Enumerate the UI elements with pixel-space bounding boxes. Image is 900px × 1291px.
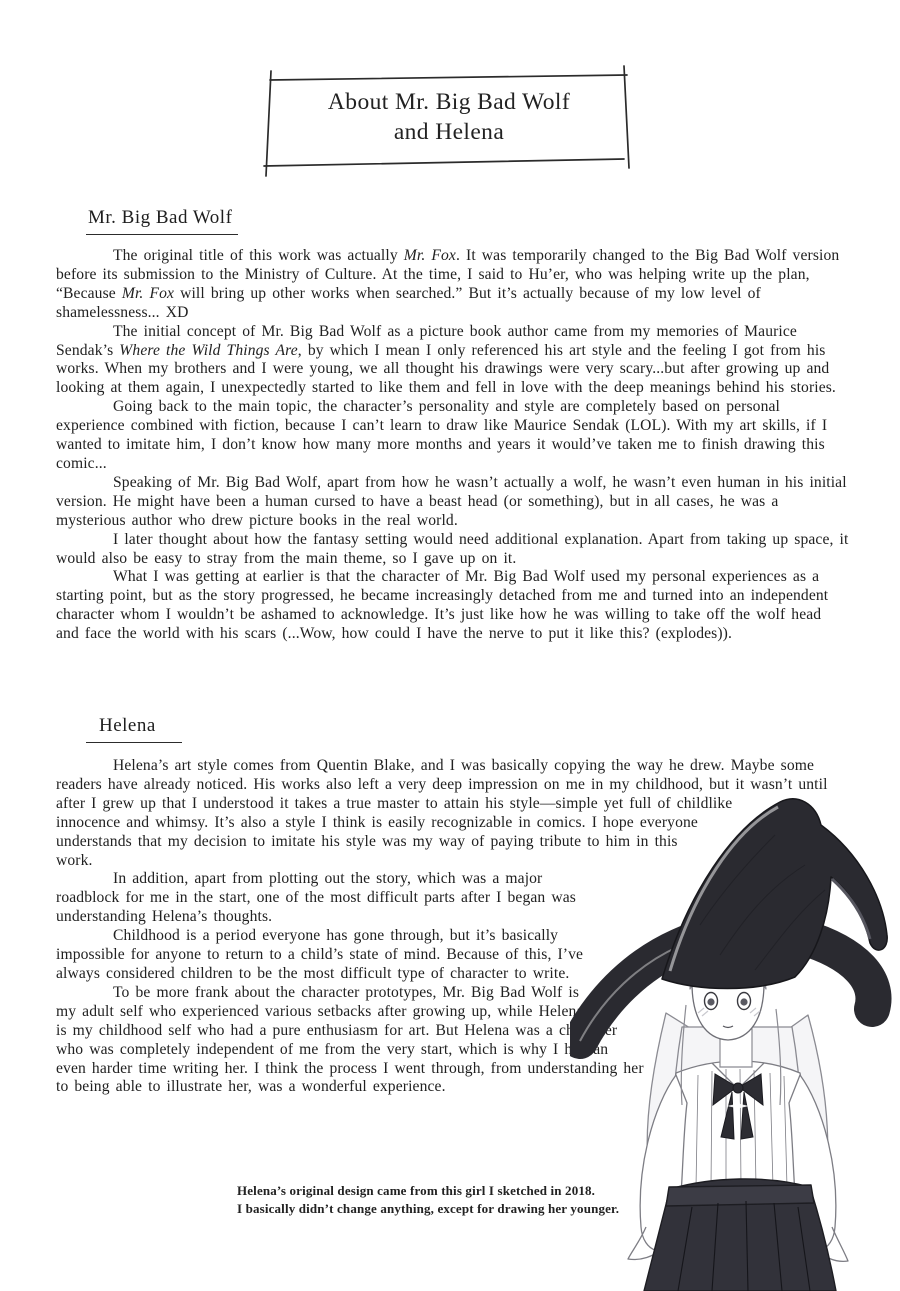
- paragraph: Going back to the main topic, the character’s personality and style are completely based on personal experience combined with fiction, because I can’t learn to draw like Maurice Sendak (LOL). With my art skills, if I wanted to imitate him, I don’t know how many more months and years it would’ve taken me to finish drawing this comic...: [56, 398, 828, 472]
- paragraph: Childhood is a period everyone has gone through, but it’s basically impossible for anyone to return to a child’s state of mind. Because of this, I’ve always considered children to be the most difficult type of character to write.: [56, 927, 584, 982]
- section-body-mr-big-bad-wolf: [56, 247, 849, 644]
- page-title: [256, 87, 642, 147]
- page-title-line2: and Helena: [393, 119, 505, 145]
- girl-skirt: [644, 1179, 836, 1291]
- paragraph: What I was getting at earlier is that the character of Mr. Big Bad Wolf used my personal experiences as a starting point, but as the story progressed, he became increasingly detached from me and turned into an independent character whom I wouldn’t be ashamed to acknowledge. It’s just like how he was willing to take off the wolf head and face the world with his scars (...Wow, how could I have the nerve to put it like this? (explodes)).: [56, 568, 829, 643]
- paragraph: The original title of this work was actually Mr. Fox. It was temporarily changed to the Big Bad Wolf version before its submission to the Ministry of Culture. At the time, I said to Hu’er, who was helping write up the plan, “Because Mr. Fox will bring up other works when searched.” But it’s actually because of my low level of shamelessness... XD: [56, 247, 840, 321]
- caption-line2: I basically didn’t change anything, except for drawing her younger.: [237, 1200, 620, 1216]
- title-box: [256, 60, 642, 178]
- section-heading-helena: Helena: [86, 715, 182, 743]
- paragraph: The initial concept of Mr. Big Bad Wolf as a picture book author came from my memories of Maurice Sendak’s Where the Wild Things Are, by which I mean I only referenced his art style and the feeling I got from his works. When my brothers and I were young, we all thought his drawings were very scary...but after growing up and looking at them again, I unexpectedly started to like them and fell in love with the deep meanings behind his stories.: [56, 322, 836, 397]
- witch-girl-illustration: [570, 775, 900, 1291]
- paragraph: In addition, apart from plotting out the story, which was a major roadblock for me in the start, one of the most difficult parts after I began was understanding Helena’s thoughts.: [56, 870, 576, 926]
- section-heading-mr-big-bad-wolf: Mr. Big Bad Wolf: [86, 207, 238, 235]
- paragraph: I later thought about how the fantasy setting would need additional explanation. Apart from taking up space, it would also be easy to stray from the main theme, so I gave up on it.: [56, 530, 849, 567]
- page-title-line1: About Mr. Big Bad Wolf: [327, 89, 571, 115]
- paragraph: To be more frank about the character prototypes, Mr. Big Bad Wolf is my adult self who experienced various setbacks after growing up, while Helena is my childhood self who had a pure enthusiasm for art. But Helena was a character who was completely independent of me from the very start, which is why I had an even harder time writing her. I think the process I went through, from understanding her to being able to illustrate her, was a wonderful experience.: [56, 983, 644, 1096]
- illustration-caption: [237, 1182, 619, 1217]
- paragraph: Speaking of Mr. Big Bad Wolf, apart from how he wasn’t actually a wolf, he wasn’t even human in his initial version. He might have been a human cursed to have a beast head (or something), but in all cases, he was a mysterious author who drew picture books in the real world.: [56, 473, 847, 529]
- paragraph: Helena’s art style comes from Quentin Blake, and I was basically copying the way he drew. Maybe some readers have already noticed. His works also left a very deep impression on me in my childhood, but it wasn’t until after I grew up that I understood it takes a true master to attain his style—simple yet full of childlike innocence and whimsy. It’s also a style I think is easily recognizable in comics. I hope everyone understands that my decision to imitate his style was my way of paying tribute to him in this work.: [56, 757, 828, 869]
- caption-line1: Helena’s original design came from this girl I sketched in 2018.: [237, 1183, 596, 1198]
